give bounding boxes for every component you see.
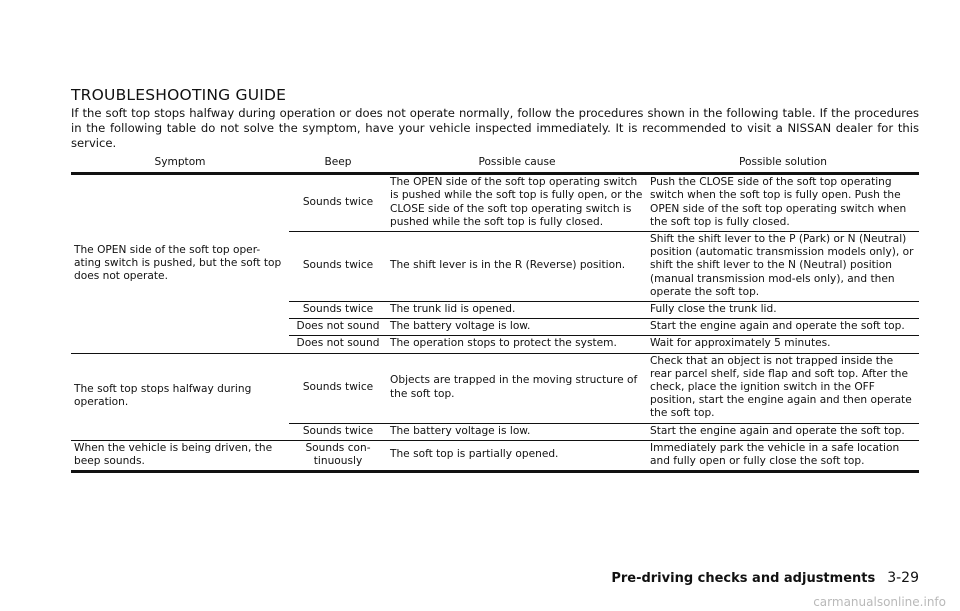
symptom-cell: The OPEN side of the soft top oper-ating switch is pushed, but the soft top does not operate. [71, 174, 289, 353]
table-row [71, 353, 919, 423]
cause-cell: The OPEN side of the soft top operating switch is pushed while the soft top is fully open, or the CLOSE side of the soft top operating switch is pushed while the soft top is fully closed. [387, 174, 647, 232]
col-header-solution: Possible solution [647, 155, 919, 174]
cause-cell: The trunk lid is opened. [387, 302, 647, 319]
solution-cell: Push the CLOSE side of the soft top operating switch when the soft top is fully open. Push the OPEN side of the soft top operating switch when the soft top is fully closed. [647, 174, 919, 232]
table-row [71, 440, 919, 471]
page-title: TROUBLESHOOTING GUIDE [71, 86, 287, 104]
cause-cell: The battery voltage is low. [387, 423, 647, 440]
col-header-symptom: Symptom [71, 155, 289, 174]
solution-cell: Shift the shift lever to the P (Park) or N (Neutral) position (automatic transmission models only), or shift the shift lever to the N (Neutral) position (manual transmission mod-els only), and then operate the soft top. [647, 232, 919, 302]
beep-cell: Sounds twice [289, 353, 387, 423]
beep-cell: Sounds con-tinuously [289, 440, 387, 471]
solution-cell: Start the engine again and operate the soft top. [647, 319, 919, 336]
intro-paragraph: If the soft top stops halfway during operation or does not operate normally, follow the procedures shown in the following table. If the procedures in the following table do not solve the symptom, have your vehicle inspected immediately. It is recommended to visit a NISSAN dealer for this service. [71, 106, 919, 150]
table-header-row [71, 155, 919, 174]
page-footer [611, 570, 919, 586]
page-number: 3-29 [887, 570, 919, 586]
beep-cell: Does not sound [289, 336, 387, 353]
cause-cell: The shift lever is in the R (Reverse) position. [387, 232, 647, 302]
col-header-beep: Beep [289, 155, 387, 174]
solution-cell: Wait for approximately 5 minutes. [647, 336, 919, 353]
cause-cell: The operation stops to protect the system. [387, 336, 647, 353]
cause-cell: The soft top is partially opened. [387, 440, 647, 471]
solution-cell: Check that an object is not trapped inside the rear parcel shelf, side flap and soft top. After the check, place the ignition switch in the OFF position, start the engine again and then operate the soft top. [647, 353, 919, 423]
solution-cell: Start the engine again and operate the soft top. [647, 423, 919, 440]
table-row [71, 174, 919, 232]
beep-cell: Sounds twice [289, 232, 387, 302]
solution-cell: Immediately park the vehicle in a safe location and fully open or fully close the soft top. [647, 440, 919, 471]
beep-cell: Sounds twice [289, 302, 387, 319]
solution-cell: Fully close the trunk lid. [647, 302, 919, 319]
beep-cell: Sounds twice [289, 423, 387, 440]
cause-cell: Objects are trapped in the moving structure of the soft top. [387, 353, 647, 423]
cause-cell: The battery voltage is low. [387, 319, 647, 336]
beep-cell: Does not sound [289, 319, 387, 336]
footer-section-title: Pre-driving checks and adjustments [611, 571, 876, 586]
watermark-text: carmanualsonline.info [813, 595, 946, 609]
beep-cell: Sounds twice [289, 174, 387, 232]
symptom-cell: When the vehicle is being driven, the beep sounds. [71, 440, 289, 471]
col-header-cause: Possible cause [387, 155, 647, 174]
troubleshooting-table [71, 155, 919, 473]
symptom-cell: The soft top stops halfway during operation. [71, 353, 289, 440]
